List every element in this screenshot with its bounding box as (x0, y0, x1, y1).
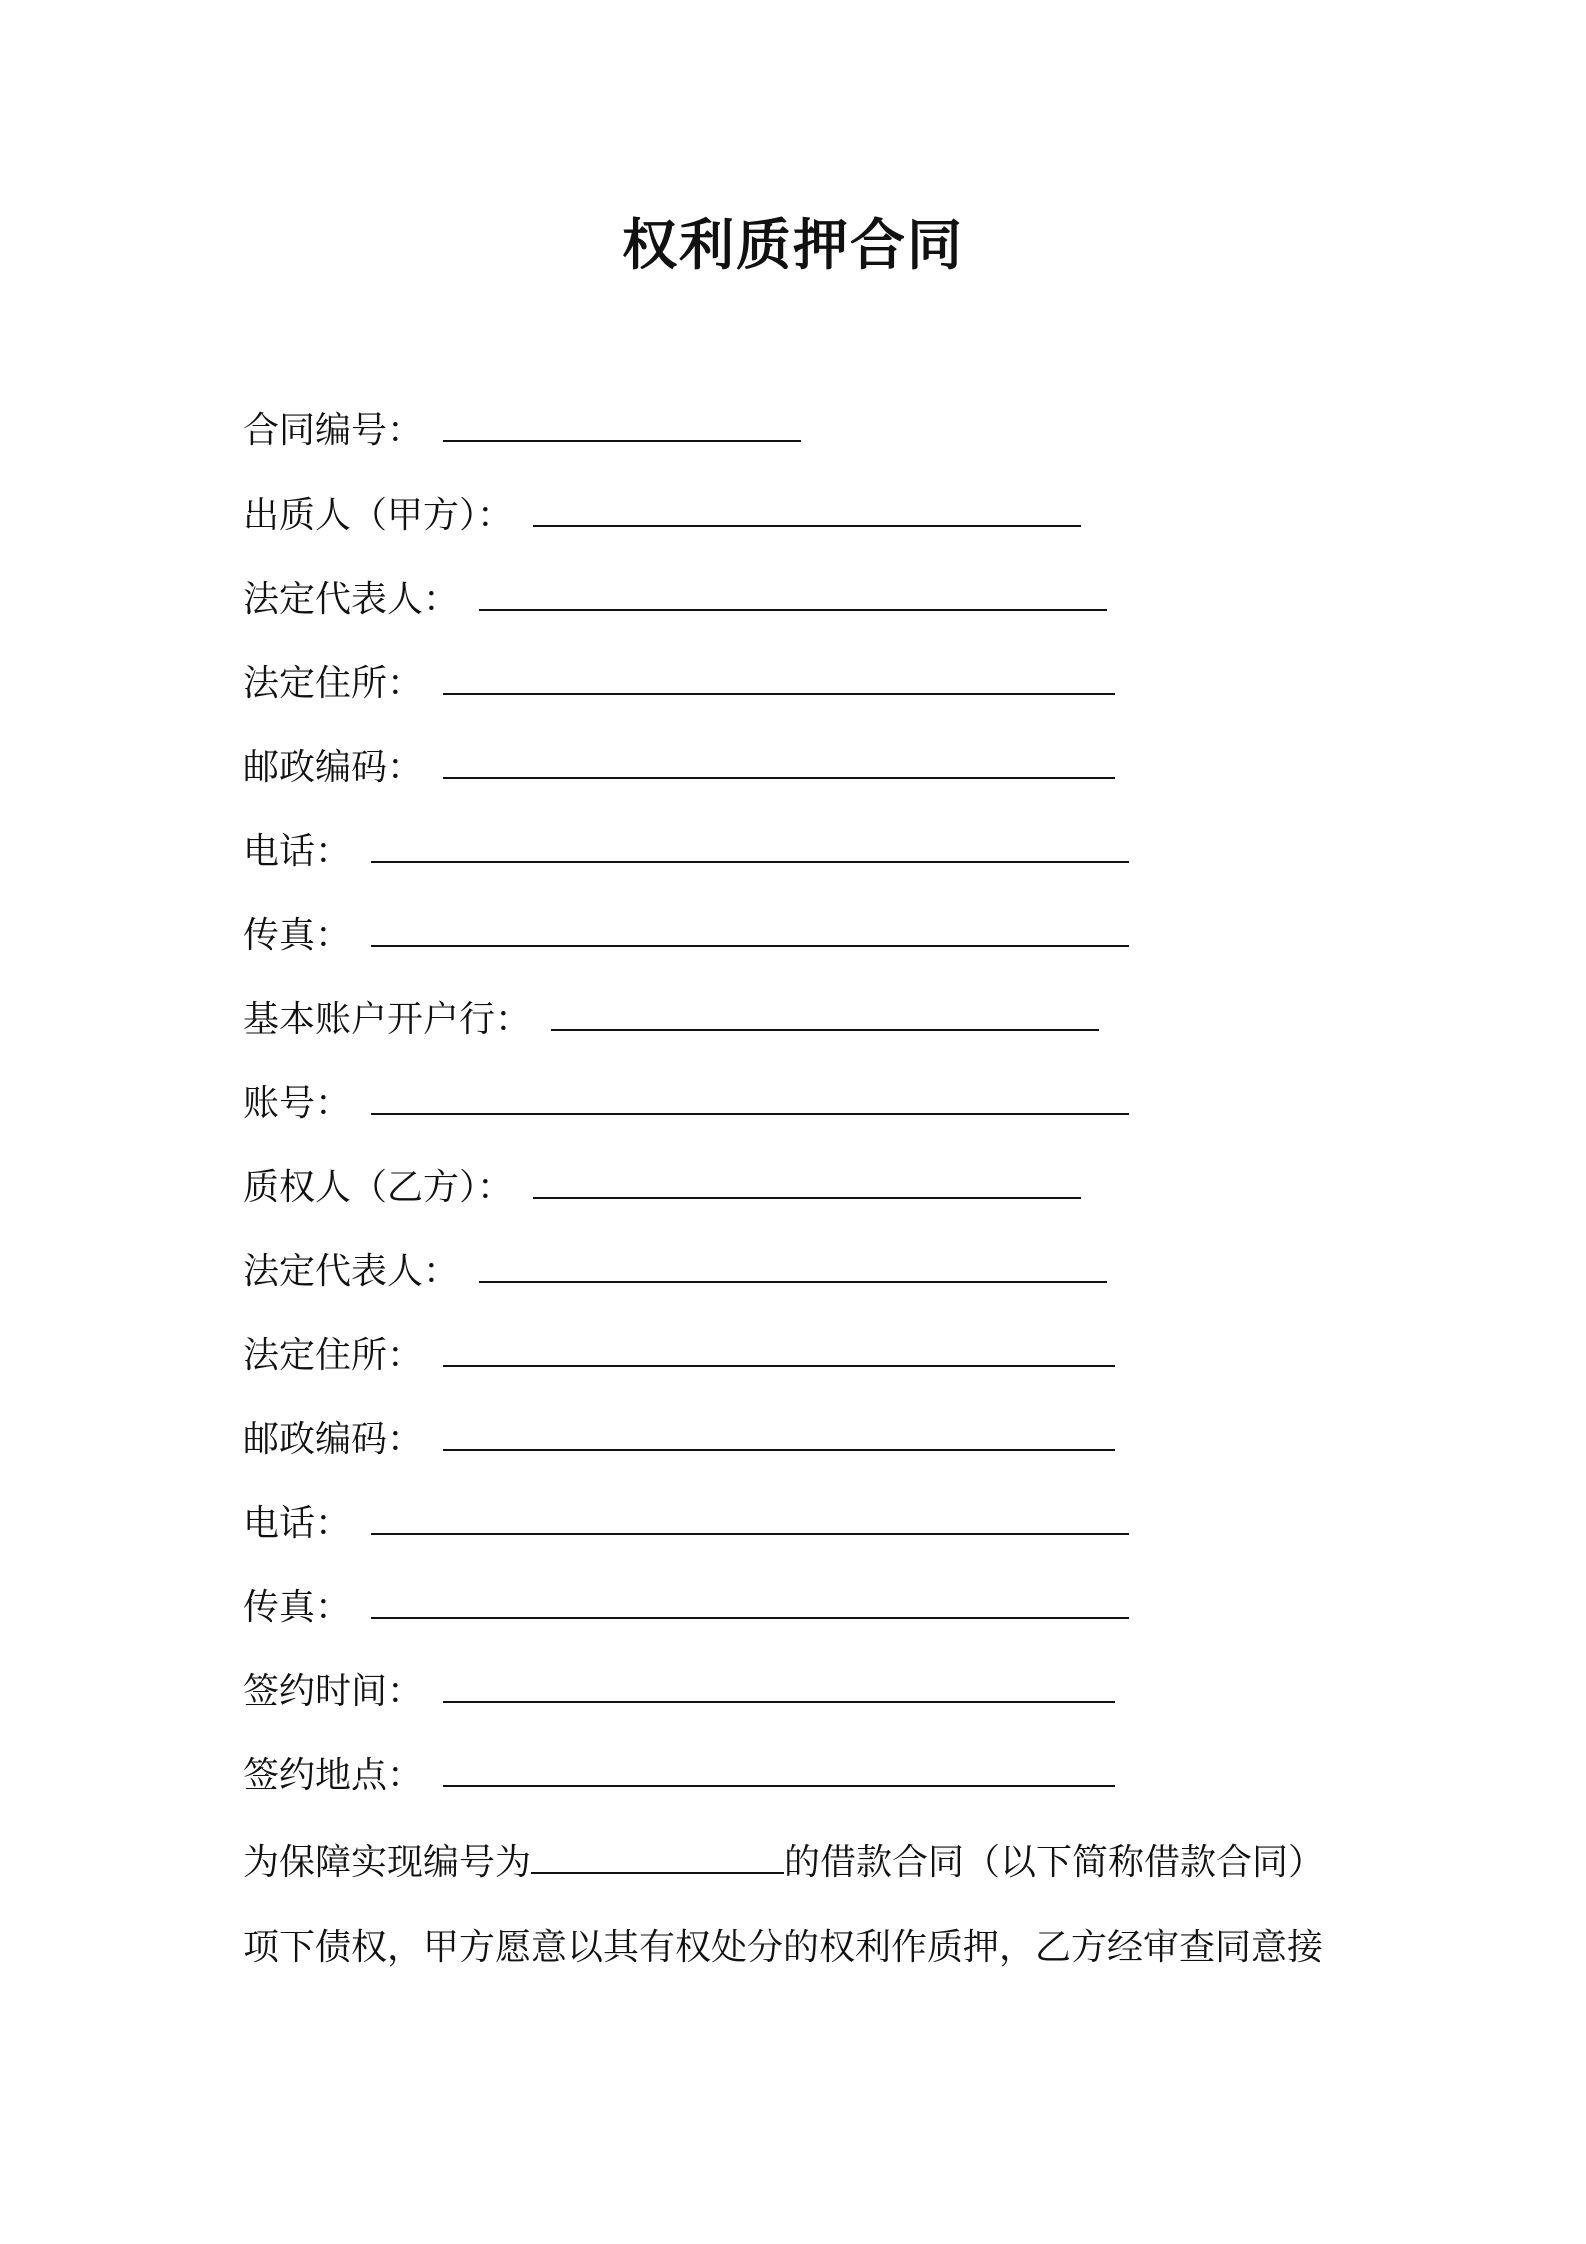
account-number-blank[interactable] (371, 1073, 1129, 1115)
field-pledgor-legal-representative (243, 569, 1107, 629)
field-label: 电话： (243, 1503, 352, 1544)
field-pledgor (243, 485, 1081, 545)
paragraph-text: 为保障实现编号为 (243, 1842, 532, 1883)
pledgor-legal-representative-blank[interactable] (479, 569, 1107, 611)
pledgee-fax-blank[interactable] (371, 1577, 1129, 1619)
field-signing-time (243, 1661, 1115, 1721)
field-account-number (243, 1073, 1129, 1133)
pledgor-blank[interactable] (533, 485, 1081, 527)
field-pledgee-legal-representative (243, 1241, 1107, 1301)
contract-number-blank[interactable] (443, 400, 801, 442)
field-label: 合同编号： (243, 410, 424, 451)
pledgee-legal-representative-blank[interactable] (479, 1241, 1107, 1283)
paragraph-line-2: 项下债权，甲方愿意以其有权处分的权利作质押，乙方经审查同意接 (243, 1927, 1324, 1968)
field-label: 电话： (243, 831, 352, 872)
pledgor-legal-address-blank[interactable] (443, 653, 1115, 695)
field-label: 质权人（乙方）： (243, 1167, 514, 1208)
field-basic-account-bank (243, 989, 1099, 1049)
field-label: 法定代表人： (243, 579, 460, 620)
signing-time-blank[interactable] (443, 1661, 1115, 1703)
field-label: 签约地点： (243, 1755, 424, 1796)
field-pledgee-fax (243, 1577, 1129, 1637)
field-label: 邮政编码： (243, 1419, 424, 1460)
pledgee-blank[interactable] (533, 1157, 1081, 1199)
field-label: 法定住所： (243, 1335, 424, 1376)
pledgee-phone-blank[interactable] (371, 1493, 1129, 1535)
field-signing-place (243, 1745, 1115, 1805)
pledgee-postal-code-blank[interactable] (443, 1409, 1115, 1451)
field-pledgee (243, 1157, 1081, 1217)
field-label: 传真： (243, 915, 352, 956)
field-pledgee-legal-address (243, 1325, 1115, 1385)
field-pledgee-phone (243, 1493, 1129, 1553)
paragraph-line-1 (243, 1832, 1324, 1893)
field-pledgor-fax (243, 905, 1129, 965)
signing-place-blank[interactable] (443, 1745, 1115, 1787)
field-pledgor-phone (243, 821, 1129, 881)
field-label: 签约时间： (243, 1671, 424, 1712)
field-label: 出质人（甲方）： (243, 495, 514, 536)
loan-contract-number-blank[interactable] (531, 1832, 784, 1874)
pledgor-phone-blank[interactable] (371, 821, 1129, 863)
field-contract-number (243, 400, 801, 460)
field-label: 法定住所： (243, 663, 424, 704)
pledgor-postal-code-blank[interactable] (443, 737, 1115, 779)
field-label: 基本账户开户行： (243, 999, 532, 1040)
document-title: 权利质押合同 (621, 213, 964, 277)
pledgor-fax-blank[interactable] (371, 905, 1129, 947)
field-pledgee-postal-code (243, 1409, 1115, 1469)
field-pledgor-legal-address (243, 653, 1115, 713)
paragraph-text: 的借款合同（以下简称借款合同） (784, 1842, 1325, 1883)
field-label: 邮政编码： (243, 747, 424, 788)
basic-account-bank-blank[interactable] (551, 989, 1099, 1031)
field-label: 法定代表人： (243, 1251, 460, 1292)
field-label: 传真： (243, 1587, 352, 1628)
field-pledgor-postal-code (243, 737, 1115, 797)
pledgee-legal-address-blank[interactable] (443, 1325, 1115, 1367)
field-label: 账号： (243, 1083, 352, 1124)
